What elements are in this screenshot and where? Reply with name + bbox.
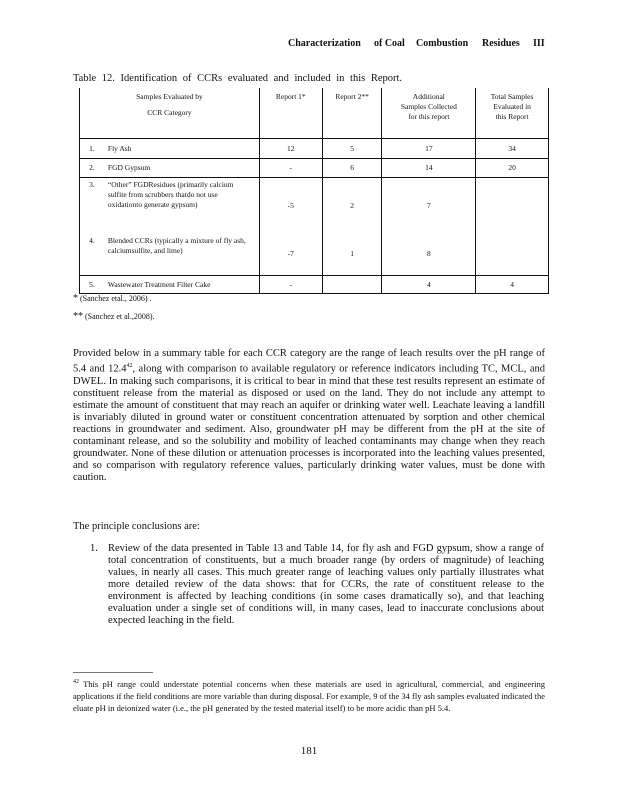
header-total-line: Evaluated in: [493, 102, 531, 111]
body-paragraph-conclusions: The principle conclusions are:: [73, 521, 200, 532]
table-caption: Table 12. Identification of CCRs evaluated and included in this Report.: [73, 73, 403, 84]
footnote-separator: [73, 672, 153, 673]
page-number: 181: [300, 745, 318, 757]
row-number: 2.: [80, 159, 104, 178]
footnote-text: (Sanchez etal., 2006) .: [80, 294, 152, 303]
page-footnote: [73, 676, 545, 714]
running-head-part: of Coal: [374, 38, 405, 49]
row-report2: 1: [322, 234, 382, 276]
footnote-mark: **: [73, 311, 83, 322]
table-row: [80, 159, 549, 178]
list-marker: 1.: [90, 543, 98, 554]
row-total: 20: [476, 159, 549, 178]
table-footnote-1: [73, 293, 152, 304]
row-report1: 12: [259, 139, 322, 159]
row-category: FGD Gypsum: [104, 159, 260, 178]
row-category: Blended CCRs (typically a mixture of fly ash, calciumsulfite, and lime): [107, 235, 246, 255]
running-head-part: Residues: [482, 38, 520, 49]
paragraph-text: Provided below in a summary table for each CCR category are the range of leach results over the pH range of 5.4 and 12.4: [73, 348, 545, 375]
row-additional: 7: [382, 178, 476, 234]
row-report2: [322, 276, 382, 294]
paragraph-text: , along with comparison to available regulatory or reference indicators including TC, MCL, and DWEL. In making such comparisons, it is critical to bear in mind that these test results represent an estimate of constituent release from the material as disposed or used on the land. They do not include any attempt to estimate the amount of constituent that may reach an aquifer or drinking water well. Leachate leaving a landfill is invariably diluted in ground water or constituent concentration attenuated by sorption and other chemical reactions in groundwater and sediment. Also, groundwater pH may be different from the pH at the site of contaminant release, and so the solubility and mobility of leached contaminants may change when they reach groundwater. None of these dilution or attenuation processes is incorporated into the leaching values presented, and so comparison with regulatory reference values, particularly drinking water values, must be done with caution.: [73, 363, 545, 483]
row-number: 4.: [80, 234, 104, 276]
table-header-row: [80, 88, 549, 139]
row-additional: 8: [382, 234, 476, 276]
row-additional: 17: [382, 139, 476, 159]
body-paragraph: [73, 348, 545, 484]
header-report1: Report 1*: [259, 88, 322, 139]
header-samples: [80, 88, 260, 139]
header-total-line: this Report: [495, 112, 529, 121]
header-total: [476, 88, 549, 139]
row-report1: -7: [259, 234, 322, 276]
table-row: [80, 234, 549, 276]
running-head-part: Characterization: [288, 38, 361, 49]
row-total: 34: [476, 139, 549, 159]
ccr-table: [79, 88, 549, 294]
row-category: “Other” FGDResidues (primarily calcium sulfite from scrubbers thatdo not use oxidationto generate gypsum): [107, 180, 234, 209]
row-number: 3.: [80, 178, 104, 234]
row-additional: 14: [382, 159, 476, 178]
header-additional-line: Additional: [412, 92, 445, 101]
running-head-part: Combustion: [416, 38, 469, 49]
table-footnote-2: [73, 311, 155, 322]
header-samples-line: Samples Evaluated by: [136, 92, 203, 101]
row-category: Wastewater Treatment Filter Cake: [104, 276, 260, 294]
footnote-ref: 42: [126, 363, 133, 369]
table-row: [80, 139, 549, 159]
table-row: [80, 178, 549, 234]
header-additional-line: Samples Collected: [400, 102, 457, 111]
row-report1: -5: [259, 178, 322, 234]
header-report2: Report 2**: [322, 88, 382, 139]
row-category: Fly Ash: [104, 139, 260, 159]
header-samples-line: CCR Category: [147, 108, 192, 117]
header-additional: [382, 88, 476, 139]
footnote-text: (Sanchez et al.,2008).: [85, 312, 155, 321]
row-additional: 4: [382, 276, 476, 294]
list-item: Review of the data presented in Table 13 and Table 14, for fly ash and FGD gypsum, show a range of total concentration of constituents, but a much broader range (by orders of magnitude) of leaching values, in nearly all cases. This much greater range of leaching values only partially illustrates what more detailed review of the data shows: that for CCRs, the rate of constituent release to the environment is affected by leaching conditions (in some cases dramatically so), and that leaching evaluation under a single set of conditions will, in many cases, lead to inaccurate conclusions about expected leaching in the field.: [108, 543, 544, 626]
footnote-number: 42: [73, 679, 79, 685]
footnote-text: This pH range could understate potential concerns when these materials are used in agricultural, commercial, and engineering applications if the field conditions are more variable than during disposal. For example, 9 of the 34 fly ash samples evaluated indicated the eluate pH in deionized water (i.e., the pH generated by the tested material itself) to be more acidic than pH 5.4.: [73, 678, 545, 713]
footnote-mark: *: [73, 293, 78, 304]
row-total: 4: [476, 276, 549, 294]
row-report1: -: [259, 276, 322, 294]
row-total: [476, 234, 549, 276]
row-report1: -: [259, 159, 322, 178]
row-report2: 6: [322, 159, 382, 178]
row-total: [476, 178, 549, 234]
running-head-part: III: [533, 38, 545, 49]
header-additional-line: for this report: [408, 112, 450, 121]
header-total-line: Total Samples: [490, 92, 534, 101]
table-row: [80, 276, 549, 294]
row-number: 1.: [80, 139, 104, 159]
row-report2: 2: [322, 178, 382, 234]
row-number: 5.: [80, 276, 104, 294]
running-head: [0, 38, 618, 54]
row-report2: 5: [322, 139, 382, 159]
